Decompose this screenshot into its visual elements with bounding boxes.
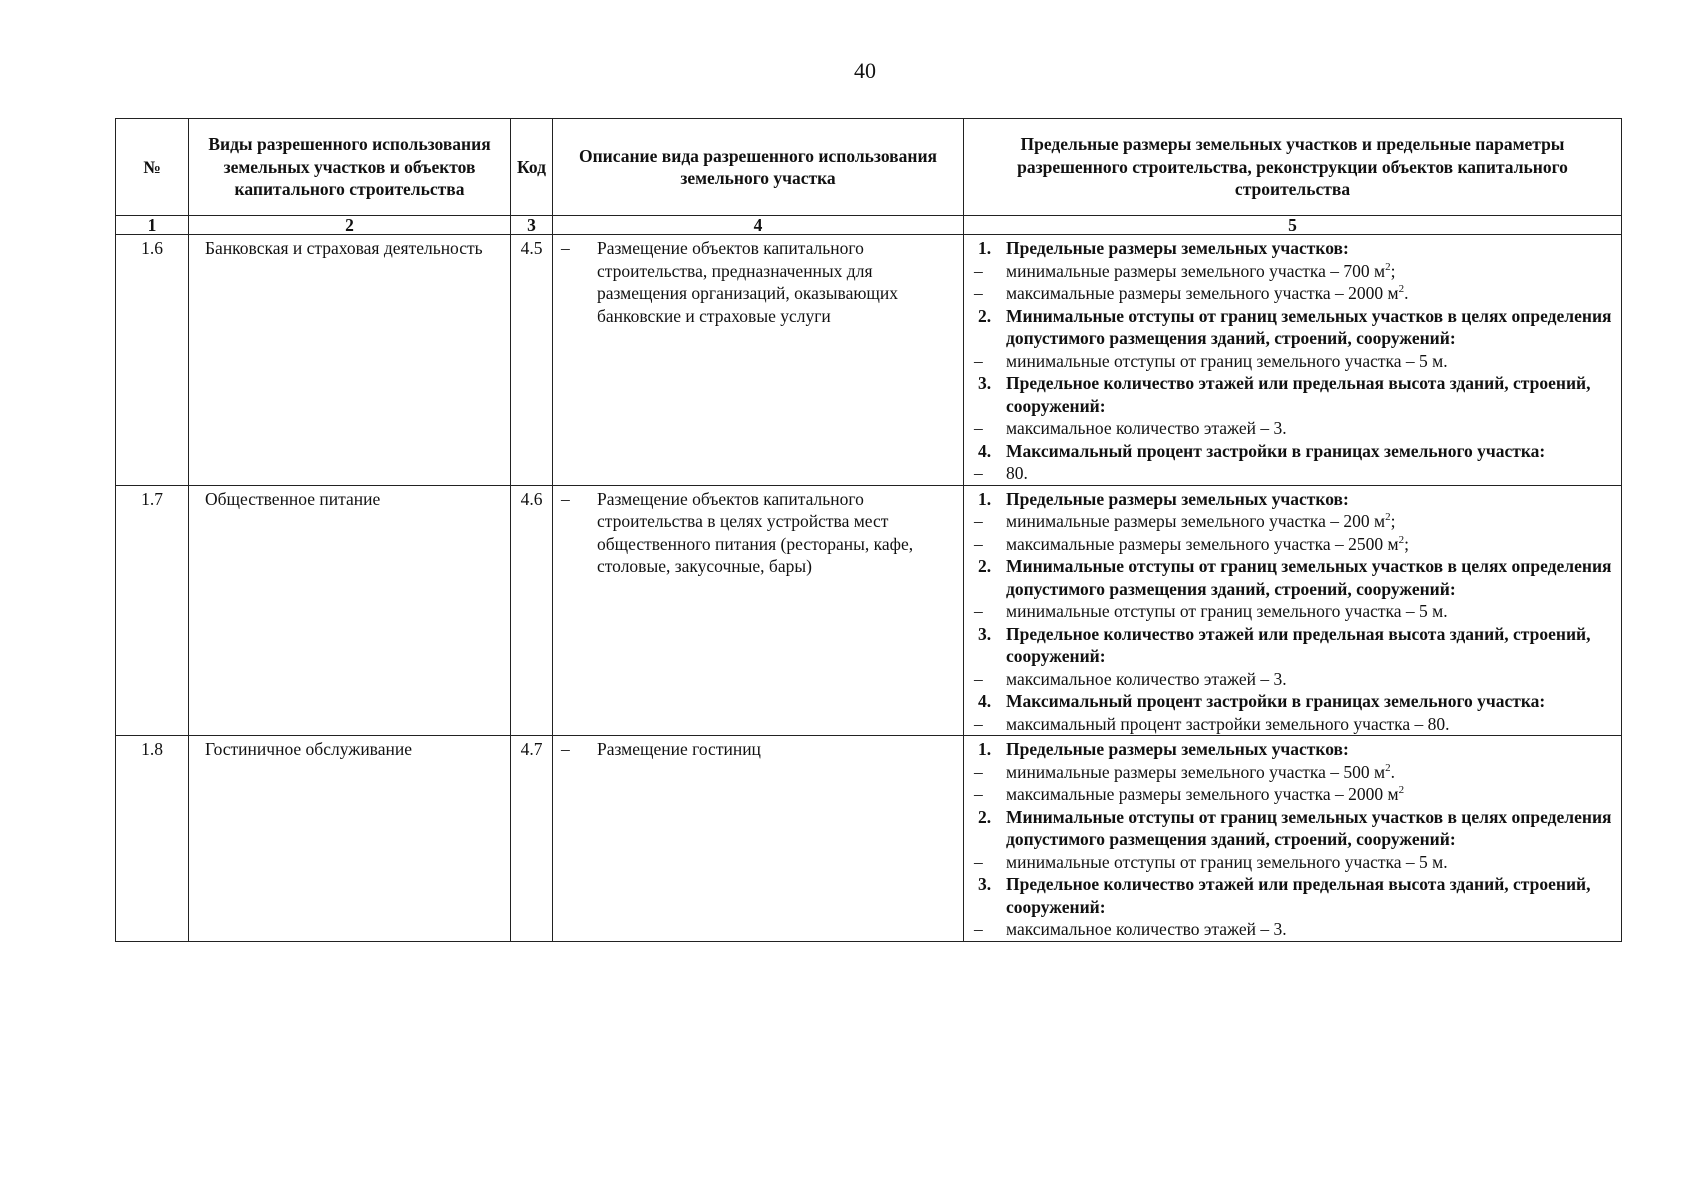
use-type-cell bbox=[189, 736, 511, 942]
parameter-text bbox=[1006, 600, 1448, 623]
section-title: Предельные размеры земельных участков: bbox=[1006, 238, 1349, 258]
table-row bbox=[116, 736, 1622, 942]
parameter-value: минимальные отступы от границ земельного участка – 5 м. bbox=[1006, 851, 1448, 872]
superscript: 2 bbox=[1398, 533, 1405, 546]
parameter-value: максимальное количество этажей – 3. bbox=[1006, 919, 1287, 939]
parameter-item bbox=[970, 851, 1615, 874]
parameter-item bbox=[970, 918, 1615, 941]
parameter-section-title bbox=[970, 738, 1615, 761]
parameter-text bbox=[1006, 417, 1287, 440]
parameter-section-title bbox=[970, 488, 1615, 511]
parameter-section-title bbox=[970, 237, 1615, 260]
section-number: 1. bbox=[978, 739, 992, 759]
superscript: 2 bbox=[1385, 761, 1391, 774]
use-code: 4.6 bbox=[511, 485, 553, 736]
punctuation: ; bbox=[1390, 511, 1396, 531]
parameter-item bbox=[970, 668, 1615, 691]
section-number: 1. bbox=[978, 488, 992, 509]
page-number: 40 bbox=[854, 58, 876, 83]
section-title: Максимальный процент застройки в границах земельного участка: bbox=[1006, 440, 1546, 461]
section-title: Минимальные отступы от границ земельных участков в целях определения допустимого размещения зданий, строений, сооружений: bbox=[1006, 556, 1612, 599]
parameter-value: минимальные отступы от границ земельного участка – 5 м. bbox=[1006, 350, 1448, 371]
column-number: 3 bbox=[511, 216, 553, 235]
dash-marker: – bbox=[974, 919, 983, 939]
parameter-section-title bbox=[970, 440, 1615, 463]
header-code: Код bbox=[511, 119, 553, 216]
use-code: 4.7 bbox=[511, 736, 553, 942]
punctuation: . bbox=[1390, 761, 1395, 782]
regulations-table bbox=[115, 118, 1622, 942]
section-number: 3. bbox=[978, 373, 992, 393]
parameters-cell bbox=[964, 736, 1622, 942]
superscript: 2 bbox=[1398, 784, 1405, 797]
dash-marker: – bbox=[974, 713, 983, 734]
section-number: 2. bbox=[978, 806, 992, 827]
use-description-cell bbox=[553, 235, 964, 486]
table-row bbox=[116, 485, 1622, 736]
section-number: 4. bbox=[978, 440, 992, 461]
dash-marker: – bbox=[974, 601, 983, 621]
parameter-value: минимальные отступы от границ земельного участка – 5 м. bbox=[1006, 601, 1448, 621]
row-number: 1.6 bbox=[116, 235, 189, 486]
section-title: Предельные размеры земельных участков: bbox=[1006, 488, 1349, 509]
parameter-text bbox=[1006, 462, 1028, 485]
description-item bbox=[561, 488, 951, 578]
dash-marker: – bbox=[561, 739, 570, 759]
header-num: № bbox=[116, 119, 189, 216]
section-number: 3. bbox=[978, 874, 992, 894]
section-number: 1. bbox=[978, 238, 992, 258]
column-number: 2 bbox=[189, 216, 511, 235]
header-params: Предельные размеры земельных участков и предельные параметры разрешенного строительства, реконструкции объектов капитального строительства bbox=[964, 119, 1622, 216]
use-type: Гостиничное обслуживание bbox=[205, 739, 412, 759]
use-description: Размещение объектов капитального строительства в целях устройства мест общественного питания (рестораны, кафе, столовые, закусочные, бары) bbox=[597, 488, 914, 576]
parameter-section-title bbox=[970, 555, 1615, 600]
parameter-item bbox=[970, 533, 1615, 556]
parameter-text bbox=[1006, 350, 1448, 373]
section-title: Предельное количество этажей или предельная высота зданий, строений, сооружений: bbox=[1006, 874, 1591, 917]
parameter-value: максимальные размеры земельного участка – 2000 м bbox=[1006, 784, 1399, 804]
section-number: 3. bbox=[978, 623, 992, 644]
use-description: Размещение объектов капитального строительства, предназначенных для размещения организаций, оказывающих банковские и страховые услуги bbox=[597, 238, 899, 326]
superscript: 2 bbox=[1398, 283, 1405, 296]
use-type-cell bbox=[189, 485, 511, 736]
punctuation: ; bbox=[1390, 260, 1396, 281]
parameter-item bbox=[970, 417, 1615, 440]
dash-marker: – bbox=[974, 463, 983, 483]
dash-marker: – bbox=[974, 761, 983, 782]
parameter-text bbox=[1006, 761, 1395, 784]
column-number: 5 bbox=[964, 216, 1622, 235]
parameter-item bbox=[970, 783, 1615, 806]
parameter-item bbox=[970, 713, 1615, 736]
parameter-text bbox=[1006, 533, 1409, 556]
section-title: Предельные размеры земельных участков: bbox=[1006, 739, 1349, 759]
section-number: 4. bbox=[978, 691, 992, 711]
description-item bbox=[561, 237, 951, 327]
header-type: Виды разрешенного использования земельных участков и объектов капитального строительства bbox=[189, 119, 511, 216]
use-type: Общественное питание bbox=[205, 488, 381, 509]
parameter-section-title bbox=[970, 806, 1615, 851]
parameter-section-title bbox=[970, 305, 1615, 350]
column-number-row bbox=[116, 216, 1622, 235]
superscript: 2 bbox=[1385, 260, 1391, 273]
parameter-text bbox=[1006, 713, 1450, 736]
dash-marker: – bbox=[974, 668, 983, 689]
parameter-value: максимальное количество этажей – 3. bbox=[1006, 418, 1287, 438]
section-title: Минимальные отступы от границ земельных участков в целях определения допустимого размещения зданий, строений, сооружений: bbox=[1006, 305, 1612, 348]
parameter-item bbox=[970, 510, 1615, 533]
parameter-value: минимальные размеры земельного участка – 500 м bbox=[1006, 761, 1386, 782]
column-number: 4 bbox=[553, 216, 964, 235]
column-number: 1 bbox=[116, 216, 189, 235]
parameter-item bbox=[970, 761, 1615, 784]
parameter-text bbox=[1006, 282, 1408, 305]
parameter-item bbox=[970, 282, 1615, 305]
use-description-cell bbox=[553, 736, 964, 942]
parameter-value: максимальный процент застройки земельного участка – 80. bbox=[1006, 713, 1450, 734]
row-number: 1.7 bbox=[116, 485, 189, 736]
header-row bbox=[116, 119, 1622, 216]
superscript: 2 bbox=[1385, 511, 1391, 524]
parameter-item bbox=[970, 600, 1615, 623]
parameter-item bbox=[970, 260, 1615, 283]
parameter-text bbox=[1006, 668, 1287, 691]
dash-marker: – bbox=[974, 533, 983, 554]
use-code: 4.5 bbox=[511, 235, 553, 486]
dash-marker: – bbox=[974, 283, 983, 303]
parameter-value: максимальные размеры земельного участка – 2500 м bbox=[1006, 533, 1399, 554]
row-number: 1.8 bbox=[116, 736, 189, 942]
dash-marker: – bbox=[974, 350, 983, 371]
dash-marker: – bbox=[561, 488, 570, 509]
parameter-text bbox=[1006, 783, 1404, 806]
parameter-text bbox=[1006, 918, 1287, 941]
section-title: Минимальные отступы от границ земельных участков в целях определения допустимого размещения зданий, строений, сооружений: bbox=[1006, 806, 1612, 849]
dash-marker: – bbox=[561, 238, 570, 258]
table-row bbox=[116, 235, 1622, 486]
use-type: Банковская и страховая деятельность bbox=[205, 238, 483, 258]
section-title: Максимальный процент застройки в границах земельного участка: bbox=[1006, 691, 1546, 711]
section-title: Предельное количество этажей или предельная высота зданий, строений, сооружений: bbox=[1006, 373, 1591, 416]
use-description: Размещение гостиниц bbox=[597, 739, 761, 759]
parameter-value: минимальные размеры земельного участка – 200 м bbox=[1006, 511, 1386, 531]
use-type-cell bbox=[189, 235, 511, 486]
parameters-cell bbox=[964, 485, 1622, 736]
description-item bbox=[561, 738, 951, 761]
parameter-text bbox=[1006, 260, 1395, 283]
dash-marker: – bbox=[974, 511, 983, 531]
parameter-section-title bbox=[970, 372, 1615, 417]
dash-marker: – bbox=[974, 260, 983, 281]
parameter-value: 80. bbox=[1006, 463, 1028, 483]
dash-marker: – bbox=[974, 851, 983, 872]
parameter-value: минимальные размеры земельного участка – 700 м bbox=[1006, 260, 1386, 281]
parameter-item bbox=[970, 350, 1615, 373]
parameter-value: максимальное количество этажей – 3. bbox=[1006, 668, 1287, 689]
parameter-value: максимальные размеры земельного участка – 2000 м bbox=[1006, 283, 1399, 303]
use-description-cell bbox=[553, 485, 964, 736]
parameter-text bbox=[1006, 510, 1395, 533]
header-desc: Описание вида разрешенного использования земельного участка bbox=[553, 119, 964, 216]
punctuation: . bbox=[1404, 283, 1409, 303]
parameter-text bbox=[1006, 851, 1448, 874]
parameters-cell bbox=[964, 235, 1622, 486]
parameter-section-title bbox=[970, 690, 1615, 713]
dash-marker: – bbox=[974, 418, 983, 438]
punctuation: ; bbox=[1404, 533, 1409, 554]
parameter-section-title bbox=[970, 873, 1615, 918]
parameter-section-title bbox=[970, 623, 1615, 668]
section-number: 2. bbox=[978, 556, 992, 576]
section-title: Предельное количество этажей или предельная высота зданий, строений, сооружений: bbox=[1006, 623, 1591, 666]
section-number: 2. bbox=[978, 305, 992, 326]
parameter-item bbox=[970, 462, 1615, 485]
dash-marker: – bbox=[974, 784, 983, 804]
